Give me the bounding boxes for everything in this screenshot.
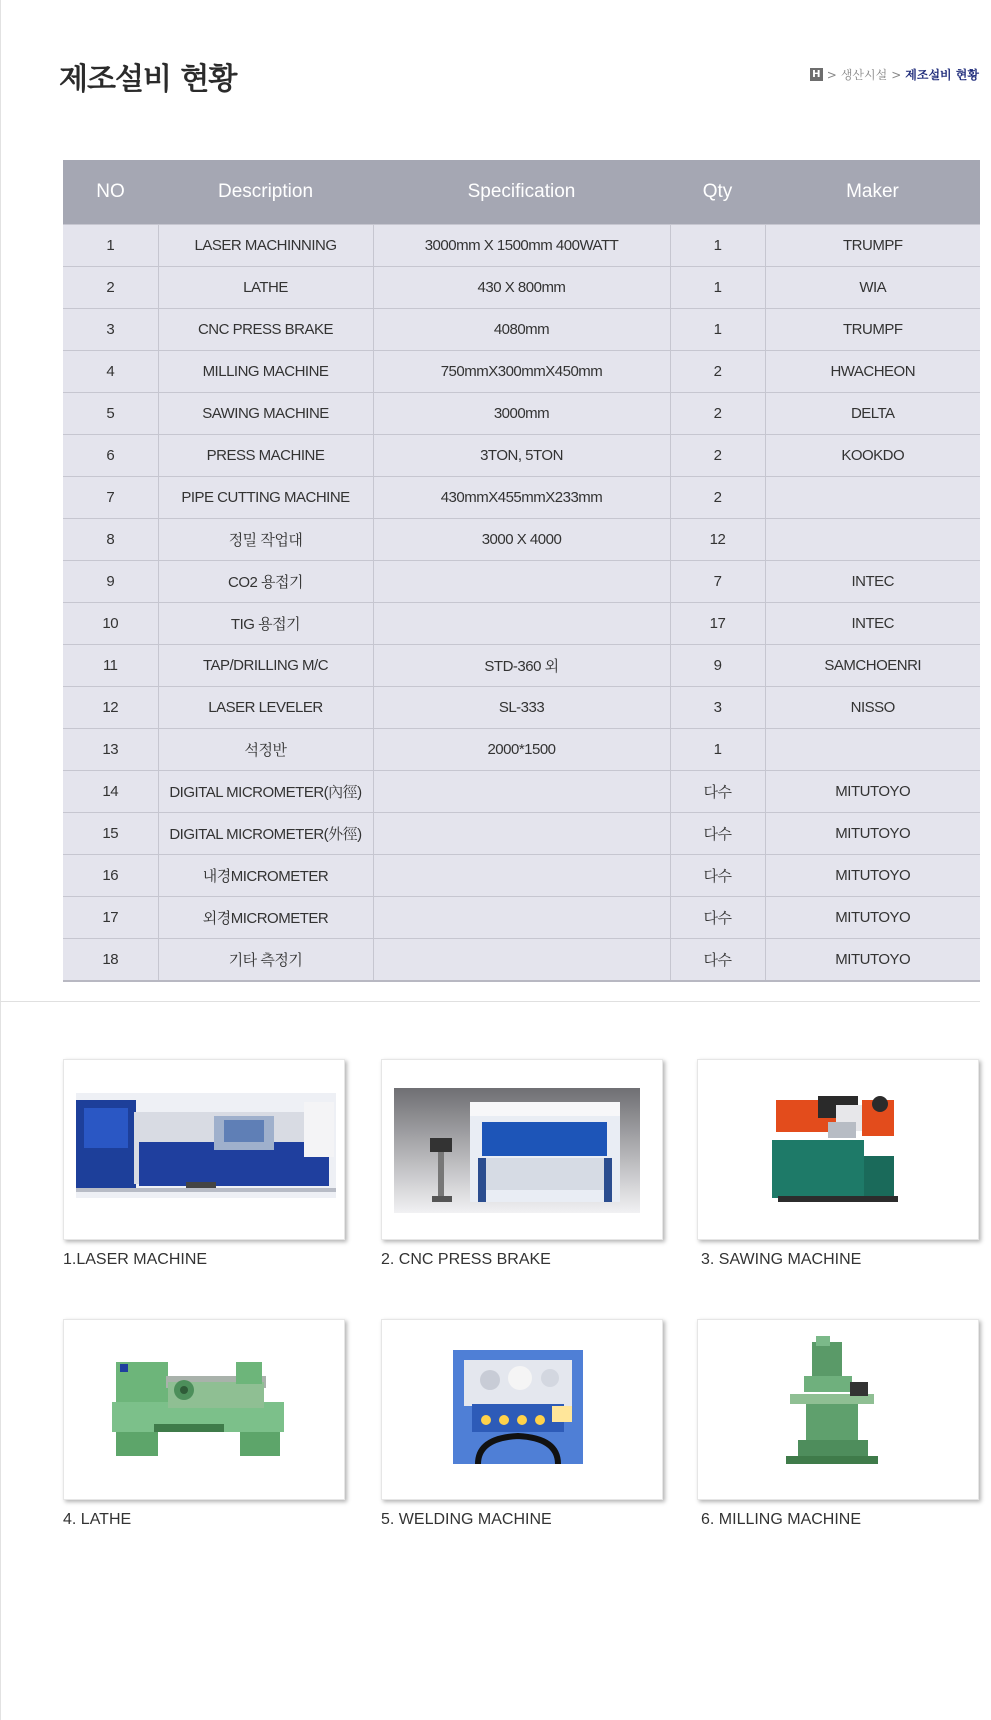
cell-qty: 2 (670, 393, 765, 435)
cell-specification (373, 855, 670, 897)
cell-no: 2 (63, 267, 158, 309)
lathe-image (64, 1320, 344, 1499)
caption-press-brake: 2. CNC PRESS BRAKE (381, 1251, 551, 1268)
cell-maker: HWACHEON (765, 351, 980, 393)
cell-specification (373, 771, 670, 813)
header-maker: Maker (765, 160, 980, 225)
cell-specification: 430mmX455mmX233mm (373, 477, 670, 519)
table-row (63, 771, 980, 813)
cell-maker: INTEC (765, 603, 980, 645)
laser-machine-image (64, 1060, 344, 1239)
section-divider (0, 1001, 980, 1002)
cell-qty: 2 (670, 435, 765, 477)
cell-description: TAP/DRILLING M/C (158, 645, 373, 687)
cell-qty: 1 (670, 267, 765, 309)
cell-description: DIGITAL MICROMETER(外徑) (158, 813, 373, 855)
cell-maker: INTEC (765, 561, 980, 603)
table-row (63, 855, 980, 897)
header-no: NO (63, 160, 158, 225)
cell-maker: MITUTOYO (765, 855, 980, 897)
table-row (63, 729, 980, 771)
breadcrumb-separator: > (826, 67, 837, 82)
caption-lathe: 4. LATHE (63, 1511, 132, 1528)
caption-sawing: 3. SAWING MACHINE (701, 1251, 862, 1268)
table-body (63, 225, 980, 982)
table-row (63, 687, 980, 729)
cell-qty: 2 (670, 477, 765, 519)
cell-qty: 다수 (670, 855, 765, 897)
cell-description: PIPE CUTTING MACHINE (158, 477, 373, 519)
cell-description: TIG 용접기 (158, 603, 373, 645)
table-row (63, 519, 980, 561)
cell-description: LASER MACHINNING (158, 225, 373, 267)
cell-specification: 3000mm (373, 393, 670, 435)
cell-specification (373, 813, 670, 855)
cell-qty: 다수 (670, 813, 765, 855)
cell-qty: 2 (670, 351, 765, 393)
cell-qty: 17 (670, 603, 765, 645)
left-border (0, 0, 1, 1720)
header-specification: Specification (373, 160, 670, 225)
cell-specification (373, 897, 670, 939)
cell-specification (373, 939, 670, 982)
cell-no: 9 (63, 561, 158, 603)
cell-qty: 1 (670, 729, 765, 771)
cell-specification: 4080mm (373, 309, 670, 351)
cell-maker: MITUTOYO (765, 939, 980, 982)
cell-no: 6 (63, 435, 158, 477)
table-row (63, 477, 980, 519)
caption-laser: 1.LASER MACHINE (63, 1251, 208, 1268)
cell-no: 15 (63, 813, 158, 855)
table-row (63, 645, 980, 687)
table-row (63, 603, 980, 645)
cell-maker: MITUTOYO (765, 813, 980, 855)
cell-specification: 3000 X 4000 (373, 519, 670, 561)
cell-description: LATHE (158, 267, 373, 309)
gallery-card-welding[interactable] (381, 1319, 663, 1500)
cell-no: 4 (63, 351, 158, 393)
cell-maker: NISSO (765, 687, 980, 729)
cell-qty: 7 (670, 561, 765, 603)
table-row (63, 309, 980, 351)
home-icon[interactable]: H (810, 68, 823, 81)
cell-maker: MITUTOYO (765, 897, 980, 939)
welding-machine-image (382, 1320, 662, 1499)
cell-maker: KOOKDO (765, 435, 980, 477)
cell-description: 외경MICROMETER (158, 897, 373, 939)
cell-specification (373, 561, 670, 603)
cnc-press-brake-image (382, 1060, 662, 1239)
cell-specification: 2000*1500 (373, 729, 670, 771)
cell-specification: 3000mm X 1500mm 400WATT (373, 225, 670, 267)
cell-maker: SAMCHOENRI (765, 645, 980, 687)
caption-milling: 6. MILLING MACHINE (701, 1511, 862, 1528)
cell-maker (765, 729, 980, 771)
cell-qty: 다수 (670, 897, 765, 939)
cell-specification: 750mmX300mmX450mm (373, 351, 670, 393)
table-row (63, 939, 980, 982)
cell-no: 8 (63, 519, 158, 561)
cell-qty: 3 (670, 687, 765, 729)
table-row (63, 225, 980, 267)
cell-description: 내경MICROMETER (158, 855, 373, 897)
gallery-card-milling[interactable] (697, 1319, 979, 1500)
table-row (63, 561, 980, 603)
cell-no: 18 (63, 939, 158, 982)
cell-qty: 1 (670, 309, 765, 351)
gallery-card-sawing[interactable] (697, 1059, 979, 1240)
gallery-card-press-brake[interactable] (381, 1059, 663, 1240)
cell-description: DIGITAL MICROMETER(內徑) (158, 771, 373, 813)
cell-maker: MITUTOYO (765, 771, 980, 813)
cell-specification: SL-333 (373, 687, 670, 729)
sawing-machine-image (698, 1060, 978, 1239)
header-qty: Qty (670, 160, 765, 225)
breadcrumb (810, 66, 979, 83)
cell-maker (765, 519, 980, 561)
cell-maker: TRUMPF (765, 309, 980, 351)
table-row (63, 393, 980, 435)
cell-specification: 3TON, 5TON (373, 435, 670, 477)
table-row (63, 435, 980, 477)
cell-specification: STD-360 외 (373, 645, 670, 687)
cell-maker: WIA (765, 267, 980, 309)
breadcrumb-item-current: 제조설비 현황 (905, 68, 979, 82)
cell-description: SAWING MACHINE (158, 393, 373, 435)
breadcrumb-separator: > (891, 67, 902, 82)
cell-description: CO2 용접기 (158, 561, 373, 603)
table-row (63, 267, 980, 309)
cell-description: MILLING MACHINE (158, 351, 373, 393)
table-row (63, 813, 980, 855)
cell-no: 1 (63, 225, 158, 267)
gallery-card-laser[interactable] (63, 1059, 345, 1240)
cell-maker: TRUMPF (765, 225, 980, 267)
cell-description: CNC PRESS BRAKE (158, 309, 373, 351)
gallery-card-lathe[interactable] (63, 1319, 345, 1500)
cell-description: 기타 측정기 (158, 939, 373, 982)
cell-no: 5 (63, 393, 158, 435)
cell-qty: 다수 (670, 939, 765, 982)
cell-no: 10 (63, 603, 158, 645)
cell-qty: 9 (670, 645, 765, 687)
cell-description: PRESS MACHINE (158, 435, 373, 477)
header-description: Description (158, 160, 373, 225)
cell-qty: 1 (670, 225, 765, 267)
cell-qty: 12 (670, 519, 765, 561)
table-row (63, 351, 980, 393)
caption-welding: 5. WELDING MACHINE (381, 1511, 552, 1528)
cell-no: 7 (63, 477, 158, 519)
cell-description: 석정반 (158, 729, 373, 771)
cell-specification (373, 603, 670, 645)
cell-no: 11 (63, 645, 158, 687)
cell-no: 17 (63, 897, 158, 939)
breadcrumb-item-production[interactable]: 생산시설 (840, 68, 888, 82)
equipment-table (63, 160, 980, 982)
cell-no: 13 (63, 729, 158, 771)
cell-no: 12 (63, 687, 158, 729)
cell-maker: DELTA (765, 393, 980, 435)
cell-maker (765, 477, 980, 519)
cell-qty: 다수 (670, 771, 765, 813)
cell-description: 정밀 작업대 (158, 519, 373, 561)
milling-machine-image (698, 1320, 978, 1499)
table-header-row (63, 160, 980, 225)
cell-description: LASER LEVELER (158, 687, 373, 729)
cell-no: 16 (63, 855, 158, 897)
cell-specification: 430 X 800mm (373, 267, 670, 309)
table-row (63, 897, 980, 939)
cell-no: 14 (63, 771, 158, 813)
cell-no: 3 (63, 309, 158, 351)
page-title: 제조설비 현황 (59, 62, 237, 97)
